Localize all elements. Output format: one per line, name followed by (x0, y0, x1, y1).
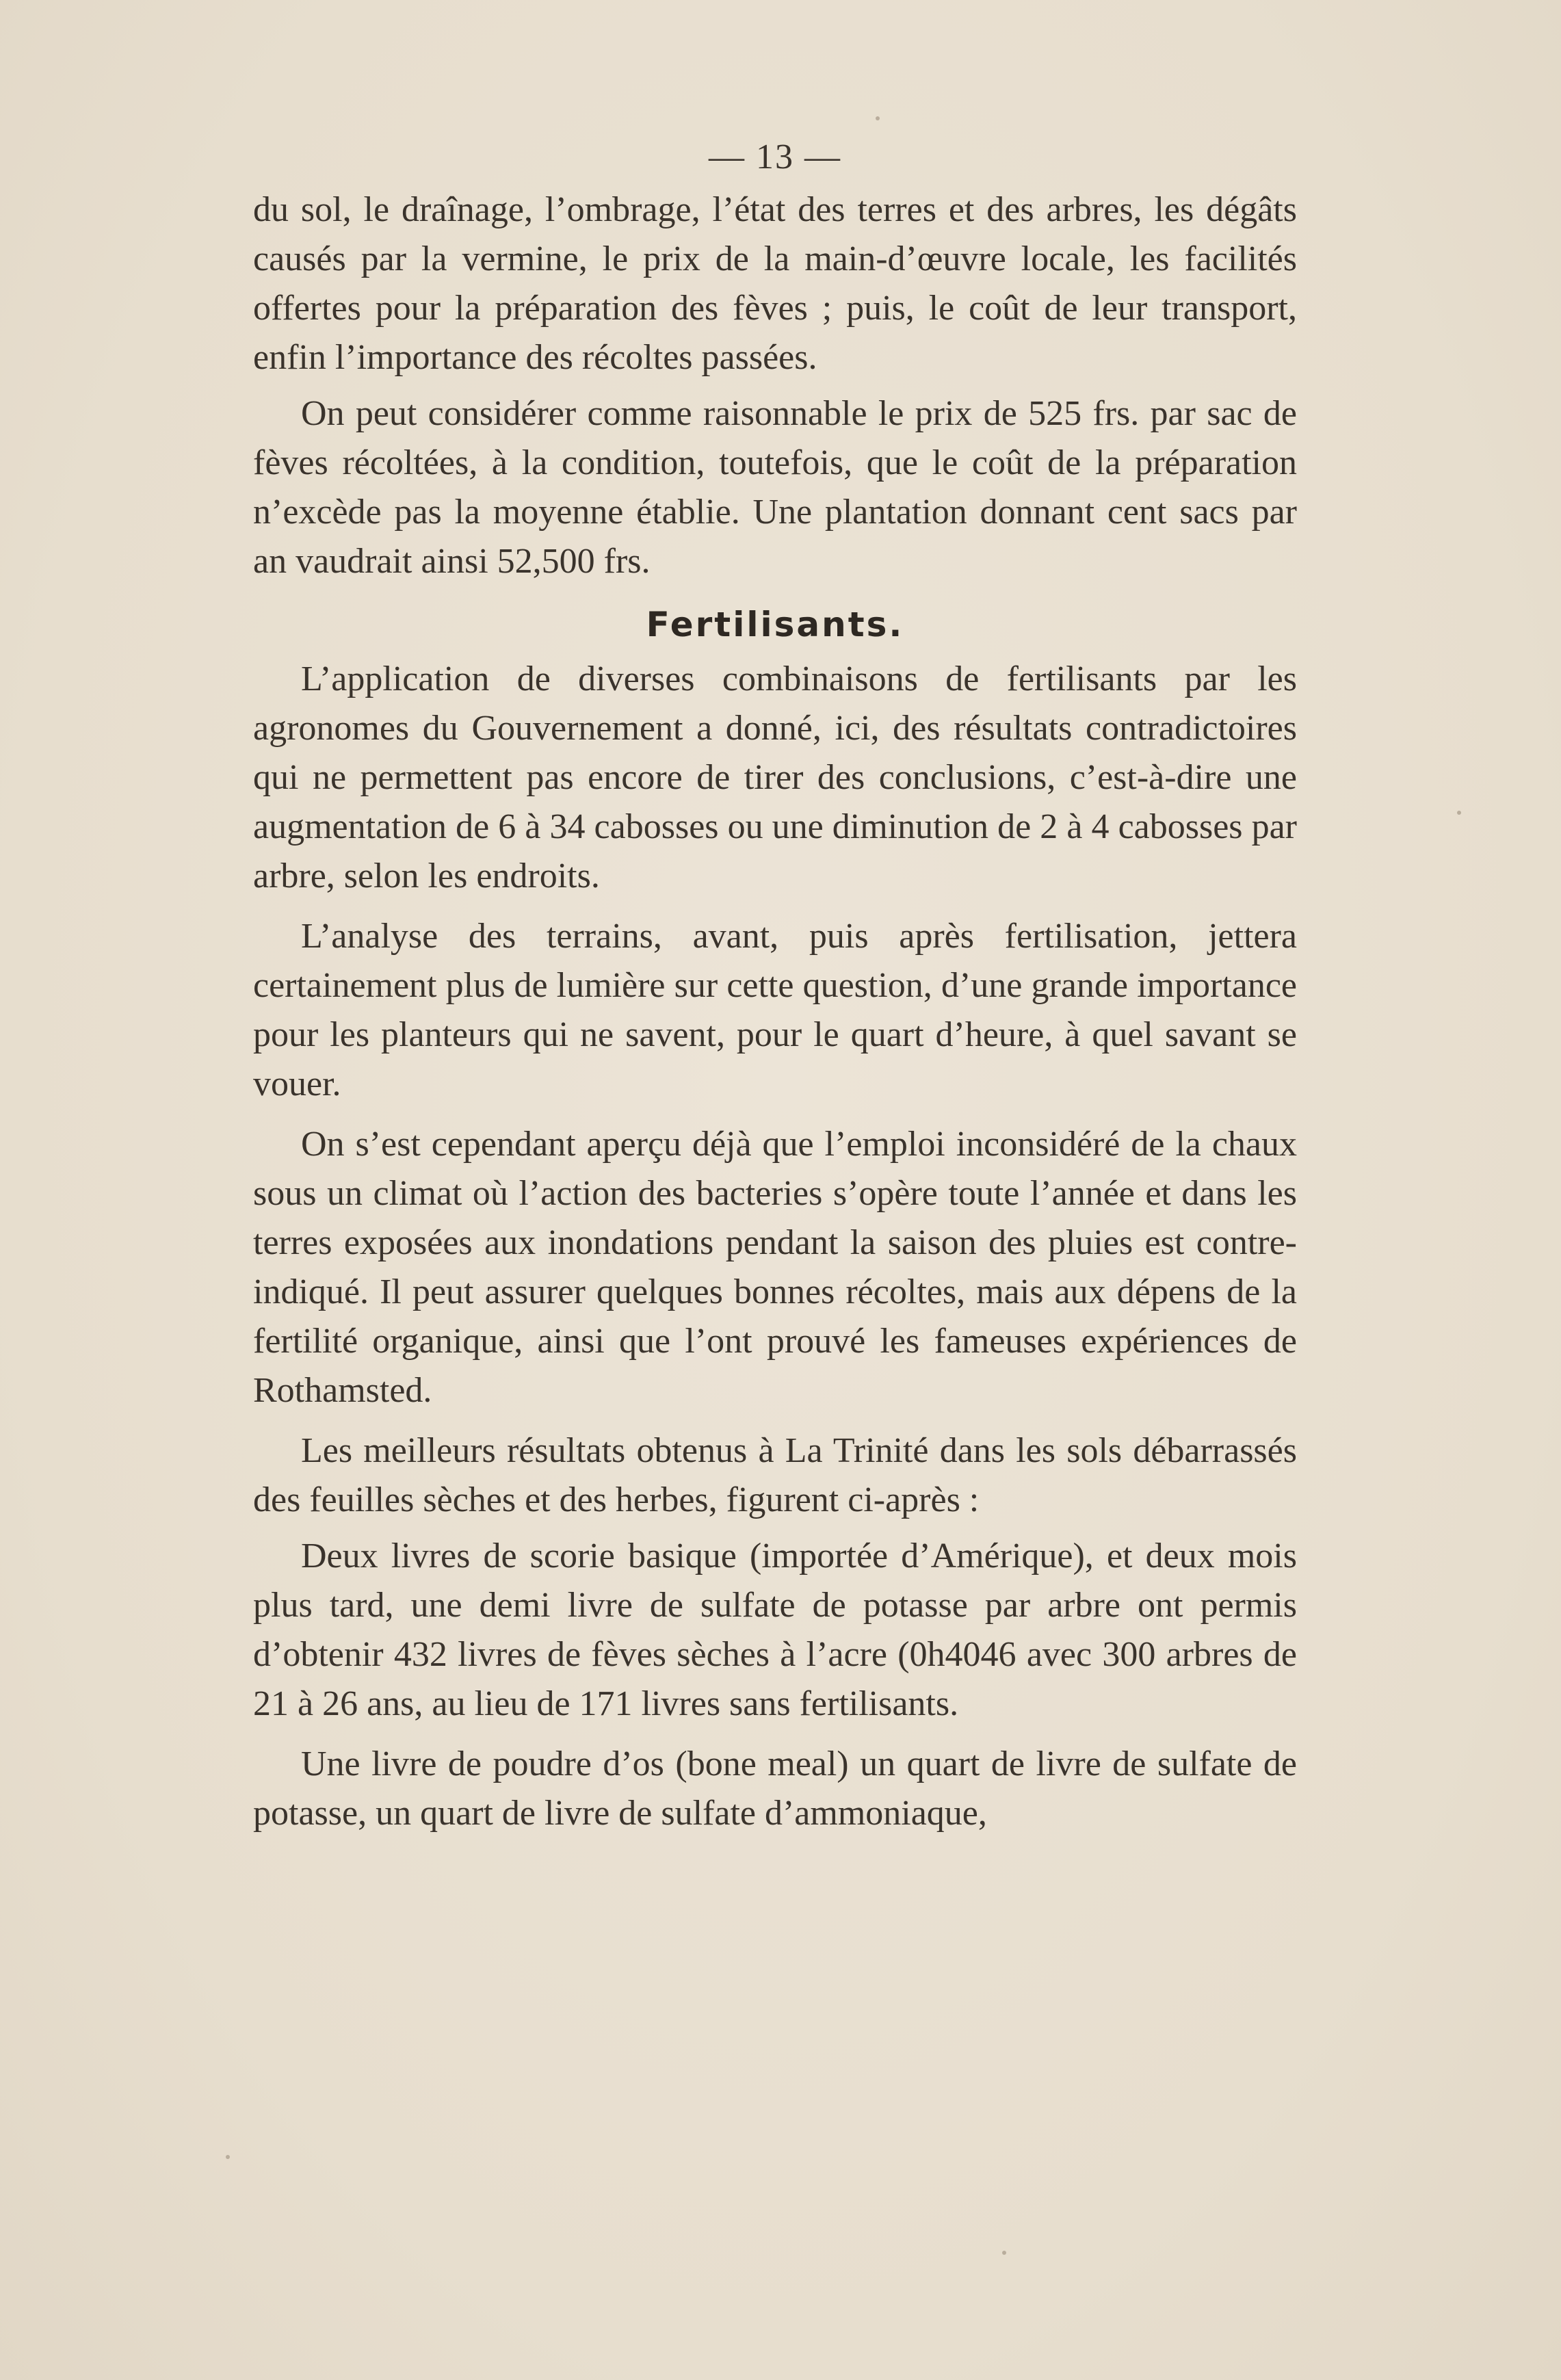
paper-speck (1457, 811, 1461, 815)
paragraph-lime: On s’est cependant aperçu déjà que l’emploi inconsidéré de la chaux sous un climat où l’action des bacteries s’opère toute l’année et dans les terres exposées aux inondations pendant la saison des pluies est contre-indiqué. Il peut assurer quelques bonnes récoltes, mais aux dépens de la fertilité organique, ainsi que l’ont prouvé les fameuses expériences de Rothamsted. (253, 1125, 1297, 1410)
section-heading-fertilisants: Fertilisants. (646, 605, 904, 644)
paragraph-price: On peut considérer comme raisonnable le prix de 525 frs. par sac de fèves récoltées, à la condition, toutefois, que le coût de la préparation n’excède pas la moyenne établie. Une plantation donnant cent sacs par an vaudrait ainsi 52,500 frs. (253, 394, 1297, 581)
page-text (253, 133, 1297, 1838)
paragraph-application: L’application de diverses combinaisons de fertilisants par les agronomes du Gouvernement a donné, ici, des résultats contradictoires qui ne permettent pas encore de tirer des conclusions, c’est-à-dire une augmentation de 6 à 34 cabosses ou une diminution de 2 à 4 cabosses par arbre, selon les endroits. (253, 659, 1297, 895)
paper-speck (1002, 2251, 1006, 2255)
paragraph-basic-slag: Deux livres de scorie basique (importée d’Amérique), et deux mois plus tard, une demi livre de sulfate de potasse par arbre ont permis d’obtenir 432 livres de fèves sèches à l’acre (0h4046 avec 300 arbres de 21 à 26 ans, au lieu de 171 livres sans fertilisants. (253, 1536, 1297, 1723)
paper-speck (226, 2155, 230, 2159)
paragraph-continuation: du sol, le draînage, l’ombrage, l’état des terres et des arbres, les dégâts causés par la vermine, le prix de la main-d’œuvre locale, les facilités offertes pour la préparation des fèves ; puis, le coût de leur transport, enfin l’importance des récoltes passées. (253, 190, 1297, 377)
paragraph-analysis: L’analyse des terrains, avant, puis après fertilisation, jettera certainement plus de lumière sur cette question, d’une grande importance pour les planteurs qui ne savent, pour le quart d’heure, à quel savant se vouer. (253, 917, 1297, 1103)
paper-speck (876, 116, 880, 120)
paragraph-results-intro: Les meilleurs résultats obtenus à La Trinité dans les sols débarrassés des feuilles sèches et des herbes, figurent ci-après : (253, 1431, 1297, 1519)
page-number: — 13 — (709, 138, 841, 176)
paragraph-bone-meal: Une livre de poudre d’os (bone meal) un quart de livre de sulfate de potasse, un quart de livre de sulfate d’ammoniaque, (253, 1744, 1297, 1833)
